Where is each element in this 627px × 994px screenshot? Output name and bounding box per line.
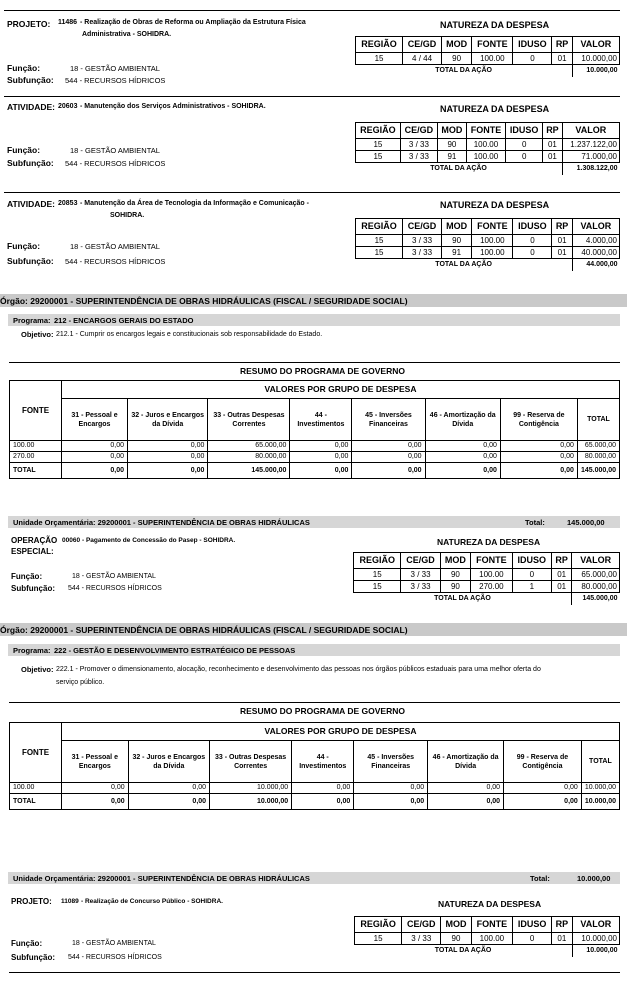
natureza-col-header: VALOR — [572, 553, 620, 569]
action-code: 20853 — [58, 200, 78, 207]
natureza-col-header: REGIÃO — [356, 37, 403, 53]
natureza-col-header: FONTE — [471, 917, 512, 933]
subfuncao-label: Subfunção: — [11, 953, 55, 962]
table-row — [354, 569, 620, 581]
table-cell: 0,00 — [128, 452, 208, 463]
action-title-cont: Administrativa - SOHIDRA. — [82, 31, 172, 38]
natureza-table — [353, 552, 620, 605]
table-cell: 80.000,00 — [577, 452, 619, 463]
unidade-total-label: Total: — [525, 518, 545, 527]
valores-grupo-header: VALORES POR GRUPO DE DESPESA — [62, 723, 620, 741]
funcao-value: 18 - GESTÃO AMBIENTAL — [70, 64, 160, 73]
table-cell: 0 — [506, 151, 543, 163]
table-row — [10, 452, 620, 463]
table-cell: 100.00 — [466, 139, 505, 151]
top-rule — [4, 10, 620, 11]
table-cell: 0 — [513, 247, 552, 259]
table-cell: 3 / 33 — [402, 933, 441, 945]
table-cell: 90 — [441, 933, 471, 945]
natureza-col-header: MOD — [441, 917, 471, 933]
resumo-col-header: TOTAL — [577, 399, 619, 441]
table-cell: 0,00 — [428, 794, 504, 810]
resumo-col-header: 46 - Amortização da Dívida — [428, 741, 504, 783]
resumo-title: RESUMO DO PROGRAMA DE GOVERNO — [240, 366, 405, 376]
operacao-label: OPERAÇÃO — [11, 536, 58, 545]
table-cell: 0,00 — [504, 783, 582, 794]
subfuncao-label: Subfunção: — [7, 158, 54, 168]
fonte-header: FONTE — [10, 723, 62, 783]
table-cell: 0,00 — [352, 463, 425, 479]
resumo-col-header: 46 - Amortização da Dívida — [425, 399, 500, 441]
resumo-col-header: 33 - Outras Despesas Correntes — [210, 741, 292, 783]
fonte-header: FONTE — [10, 381, 62, 441]
table-cell: 91 — [442, 247, 472, 259]
resumo-header-row — [10, 381, 620, 399]
natureza-col-header: RP — [552, 917, 572, 933]
natureza-header-row — [355, 917, 620, 933]
table-cell: 01 — [552, 53, 572, 65]
natureza-col-header: REGIÃO — [354, 553, 401, 569]
table-cell: 1 — [512, 581, 551, 593]
natureza-col-header: IDUSO — [512, 553, 551, 569]
table-cell: 0,00 — [128, 783, 209, 794]
funcao-value: 18 - GESTÃO AMBIENTAL — [70, 146, 160, 155]
action-title: - Manutenção dos Serviços Administrativos - SOHIDRA. — [80, 103, 266, 110]
action-code: 00060 — [62, 537, 81, 544]
action-title: - Manutenção da Área de Tecnologia da Informação e Comunicação - — [80, 200, 309, 207]
table-cell: 0,00 — [425, 441, 500, 452]
table-cell: 0,00 — [354, 783, 428, 794]
table-cell: 100.00 — [472, 53, 513, 65]
natureza-col-header: RP — [552, 37, 572, 53]
resumo-table — [9, 380, 620, 479]
table-cell: 100.00 — [10, 783, 62, 794]
table-cell: 0,00 — [290, 452, 352, 463]
natureza-table — [355, 122, 620, 175]
resumo-col-header: 31 - Pessoal e Encargos — [62, 741, 129, 783]
natureza-col-header: MOD — [440, 553, 470, 569]
table-cell: 3 / 33 — [400, 151, 437, 163]
natureza-col-header: RP — [551, 553, 572, 569]
subfuncao-label: Subfunção: — [7, 75, 54, 85]
subfuncao-value: 544 - RECURSOS HÍDRICOS — [68, 954, 162, 961]
table-cell: 10.000,00 — [572, 933, 619, 945]
natureza-col-header: MOD — [438, 123, 467, 139]
projeto-label: PROJETO: — [11, 897, 52, 906]
table-cell: 0 — [513, 933, 552, 945]
table-cell: 0,00 — [62, 783, 129, 794]
table-cell: 3 / 33 — [400, 139, 437, 151]
table-cell: 0,00 — [290, 441, 352, 452]
total-acao-label: TOTAL DA AÇÃO — [356, 65, 573, 77]
funcao-value: 18 - GESTÃO AMBIENTAL — [72, 573, 156, 580]
table-row — [10, 441, 620, 452]
atividade-label: ATIVIDADE: — [7, 102, 56, 112]
natureza-header: NATUREZA DA DESPESA — [438, 899, 542, 909]
funcao-label: Função: — [7, 63, 41, 73]
table-cell: 145.000,00 — [577, 463, 619, 479]
funcao-label: Função: — [11, 572, 43, 581]
total-acao-label: TOTAL DA AÇÃO — [354, 593, 572, 605]
table-cell: 100.00 — [471, 933, 512, 945]
unidade-total-value: 10.000,00 — [577, 874, 611, 883]
table-cell: 4 / 44 — [403, 53, 442, 65]
natureza-col-header: FONTE — [471, 553, 513, 569]
table-cell: 0,00 — [352, 441, 425, 452]
table-cell: 0 — [512, 569, 551, 581]
atividade-label: ATIVIDADE: — [7, 199, 56, 209]
resumo-total-row — [10, 463, 620, 479]
table-cell: 0,00 — [290, 463, 352, 479]
natureza-col-header: RP — [543, 123, 562, 139]
total-acao-label: TOTAL DA AÇÃO — [355, 945, 573, 957]
objetivo-value-cont: serviço público. — [56, 679, 105, 686]
resumo-col-header: 32 - Juros e Encargos da Dívida — [128, 399, 208, 441]
table-cell: 90 — [440, 569, 470, 581]
table-row — [356, 139, 620, 151]
table-row — [356, 235, 620, 247]
table-cell: 10.000,00 — [210, 794, 292, 810]
resumo-col-header: 44 - Investimentos — [292, 741, 354, 783]
table-cell: 0 — [513, 235, 552, 247]
objetivo-label: Objetivo: — [21, 330, 54, 339]
table-cell: 15 — [356, 235, 403, 247]
resumo-subheader-row — [10, 399, 620, 441]
table-cell: 270.00 — [471, 581, 513, 593]
funcao-label: Função: — [7, 241, 41, 251]
natureza-col-header: REGIÃO — [356, 219, 403, 235]
table-cell: 15 — [355, 933, 402, 945]
natureza-header-row — [356, 37, 620, 53]
table-cell: 0 — [506, 139, 543, 151]
table-cell: 15 — [354, 581, 401, 593]
table-row — [356, 247, 620, 259]
unidade-total-label: Total: — [530, 874, 550, 883]
programa-value: 222 - GESTÃO E DESENVOLVIMENTO ESTRATÉGICO DE PESSOAS — [54, 646, 296, 655]
total-row — [356, 65, 620, 77]
table-cell: 0,00 — [352, 452, 425, 463]
natureza-col-header: CE/GD — [400, 123, 437, 139]
resumo-total-label: TOTAL — [10, 794, 62, 810]
natureza-col-header: IDUSO — [513, 219, 552, 235]
table-cell: 3 / 33 — [401, 581, 440, 593]
table-cell: 01 — [551, 581, 572, 593]
resumo-total-row — [10, 794, 620, 810]
table-cell: 0,00 — [292, 783, 354, 794]
natureza-col-header: VALOR — [562, 123, 619, 139]
table-cell: 91 — [438, 151, 467, 163]
table-cell: 0,00 — [504, 794, 582, 810]
table-row — [356, 151, 620, 163]
table-cell: 15 — [356, 53, 403, 65]
total-acao-value: 1.308.122,00 — [562, 163, 619, 175]
table-cell: 0,00 — [292, 794, 354, 810]
resumo-col-header: 99 - Reserva de Contigência — [500, 399, 577, 441]
especial-label: ESPECIAL: — [11, 547, 54, 556]
natureza-col-header: RP — [552, 219, 572, 235]
resumo-header-row — [10, 723, 620, 741]
table-cell: 0,00 — [62, 452, 128, 463]
total-acao-label: TOTAL DA AÇÃO — [356, 259, 573, 271]
unidade-total-value: 145.000,00 — [567, 518, 605, 527]
unidade-label: Unidade Orçamentária: 29200001 - SUPERINTENDÊNCIA DE OBRAS HIDRÁULICAS — [13, 874, 310, 883]
table-cell: 0,00 — [425, 463, 500, 479]
table-cell: 15 — [356, 247, 403, 259]
table-cell: 90 — [440, 581, 470, 593]
total-row — [354, 593, 620, 605]
natureza-col-header: IDUSO — [506, 123, 543, 139]
table-cell: 40.000,00 — [572, 247, 619, 259]
total-row — [355, 945, 620, 957]
subfuncao-label: Subfunção: — [7, 256, 54, 266]
total-acao-value: 44.000,00 — [572, 259, 619, 271]
table-cell: 01 — [552, 247, 572, 259]
programa-value: 212 - ENCARGOS GERAIS DO ESTADO — [54, 316, 194, 325]
resumo-col-header: 45 - Inversões Financeiras — [352, 399, 425, 441]
table-cell: 100.00 — [471, 569, 513, 581]
funcao-value: 18 - GESTÃO AMBIENTAL — [72, 940, 156, 947]
table-cell: 100.00 — [472, 235, 513, 247]
action-title: - Realização de Concurso Público - SOHIDRA. — [81, 898, 223, 905]
resumo-col-header: 33 - Outras Despesas Correntes — [208, 399, 290, 441]
table-row — [355, 933, 620, 945]
natureza-col-header: FONTE — [472, 37, 513, 53]
table-cell: 15 — [356, 151, 401, 163]
table-cell: 15 — [354, 569, 401, 581]
action-code: 20603 — [58, 103, 78, 110]
resumo-col-header: 45 - Inversões Financeiras — [354, 741, 428, 783]
section-rule — [4, 96, 620, 97]
natureza-col-header: FONTE — [466, 123, 505, 139]
table-cell: 3 / 33 — [403, 247, 442, 259]
table-cell: 100.00 — [472, 247, 513, 259]
table-cell: 3 / 33 — [403, 235, 442, 247]
unidade-label: Unidade Orçamentária: 29200001 - SUPERINTENDÊNCIA DE OBRAS HIDRÁULICAS — [13, 518, 310, 527]
resumo-table — [9, 722, 620, 810]
funcao-label: Função: — [7, 145, 41, 155]
table-cell: 10.000,00 — [572, 53, 619, 65]
table-cell: 0,00 — [500, 452, 577, 463]
natureza-header: NATUREZA DA DESPESA — [440, 104, 550, 114]
table-cell: 01 — [552, 933, 572, 945]
action-code: 11089 — [61, 898, 79, 905]
resumo-col-header: 99 - Reserva de Contigência — [504, 741, 582, 783]
natureza-col-header: VALOR — [572, 917, 619, 933]
total-acao-value: 10.000,00 — [572, 65, 619, 77]
resumo-title: RESUMO DO PROGRAMA DE GOVERNO — [240, 706, 405, 716]
table-cell: 3 / 33 — [401, 569, 440, 581]
action-code: 11486 — [58, 19, 78, 26]
natureza-col-header: MOD — [442, 219, 472, 235]
table-row — [356, 53, 620, 65]
table-cell: 0,00 — [500, 463, 577, 479]
action-title: - Pagamento de Concessão do Pasep - SOHIDRA. — [82, 537, 236, 544]
subfuncao-value: 544 - RECURSOS HÍDRICOS — [65, 257, 166, 266]
natureza-table — [355, 36, 620, 77]
table-cell: 0,00 — [354, 794, 428, 810]
resumo-col-header: 32 - Juros e Encargos da Dívida — [128, 741, 209, 783]
natureza-col-header: FONTE — [472, 219, 513, 235]
table-cell: 100.00 — [10, 441, 62, 452]
table-cell: 01 — [543, 151, 562, 163]
natureza-col-header: IDUSO — [513, 37, 552, 53]
resumo-subheader-row — [10, 741, 620, 783]
table-cell: 0,00 — [62, 794, 129, 810]
table-cell: 0,00 — [425, 452, 500, 463]
natureza-col-header: CE/GD — [403, 37, 442, 53]
table-cell: 0,00 — [128, 463, 208, 479]
subfuncao-value: 544 - RECURSOS HÍDRICOS — [65, 159, 166, 168]
table-cell: 0,00 — [128, 441, 208, 452]
natureza-table — [355, 218, 620, 271]
action-title: - Realização de Obras de Reforma ou Ampliação da Estrutura Física — [80, 19, 306, 26]
natureza-table — [354, 916, 620, 957]
table-cell: 80.000,00 — [208, 452, 290, 463]
total-acao-value: 145.000,00 — [572, 593, 620, 605]
natureza-header-row — [356, 123, 620, 139]
section-rule — [4, 192, 620, 193]
total-row — [356, 163, 620, 175]
table-row — [10, 783, 620, 794]
table-cell: 0,00 — [428, 783, 504, 794]
subfuncao-value: 544 - RECURSOS HÍDRICOS — [68, 585, 162, 592]
resumo-col-header: 31 - Pessoal e Encargos — [62, 399, 128, 441]
table-cell: 0,00 — [128, 794, 209, 810]
table-cell: 270.00 — [10, 452, 62, 463]
funcao-label: Função: — [11, 939, 43, 948]
table-cell: 90 — [442, 235, 472, 247]
natureza-header: NATUREZA DA DESPESA — [440, 200, 550, 210]
table-cell: 10.000,00 — [581, 794, 619, 810]
resumo-rule — [9, 362, 620, 363]
table-cell: 80.000,00 — [572, 581, 620, 593]
table-cell: 0,00 — [500, 441, 577, 452]
table-cell: 90 — [442, 53, 472, 65]
table-cell: 65.000,00 — [208, 441, 290, 452]
table-cell: 100.00 — [466, 151, 505, 163]
table-cell: 71.000,00 — [562, 151, 619, 163]
programa-label: Programa: — [13, 646, 51, 655]
valores-grupo-header: VALORES POR GRUPO DE DESPESA — [62, 381, 620, 399]
table-cell: 0,00 — [62, 441, 128, 452]
natureza-col-header: REGIÃO — [355, 917, 402, 933]
natureza-col-header: IDUSO — [513, 917, 552, 933]
total-acao-value: 10.000,00 — [572, 945, 619, 957]
table-cell: 10.000,00 — [210, 783, 292, 794]
table-cell: 4.000,00 — [572, 235, 619, 247]
natureza-col-header: VALOR — [572, 37, 619, 53]
natureza-header-row — [354, 553, 620, 569]
natureza-col-header: VALOR — [572, 219, 619, 235]
funcao-value: 18 - GESTÃO AMBIENTAL — [70, 242, 160, 251]
bottom-rule — [9, 972, 620, 973]
objetivo-label: Objetivo: — [21, 665, 54, 674]
table-cell: 01 — [551, 569, 572, 581]
orgao-header: Órgão: 29200001 - SUPERINTENDÊNCIA DE OBRAS HIDRÁULICAS (FISCAL / SEGURIDADE SOCIAL) — [0, 296, 408, 306]
natureza-col-header: CE/GD — [403, 219, 442, 235]
natureza-header: NATUREZA DA DESPESA — [437, 537, 541, 547]
resumo-col-header: TOTAL — [581, 741, 619, 783]
natureza-header: NATUREZA DA DESPESA — [440, 20, 550, 30]
resumo-col-header: 44 - Investimentos — [290, 399, 352, 441]
subfuncao-label: Subfunção: — [11, 584, 55, 593]
table-cell: 01 — [543, 139, 562, 151]
table-cell: 1.237.122,00 — [562, 139, 619, 151]
total-row — [356, 259, 620, 271]
natureza-col-header: MOD — [442, 37, 472, 53]
natureza-col-header: CE/GD — [401, 553, 440, 569]
table-cell: 145.000,00 — [208, 463, 290, 479]
table-cell: 15 — [356, 139, 401, 151]
natureza-col-header: REGIÃO — [356, 123, 401, 139]
resumo-rule — [9, 702, 620, 703]
resumo-total-label: TOTAL — [10, 463, 62, 479]
table-cell: 65.000,00 — [577, 441, 619, 452]
projeto-label: PROJETO: — [7, 19, 51, 29]
table-cell: 0,00 — [62, 463, 128, 479]
table-cell: 0 — [513, 53, 552, 65]
table-cell: 10.000,00 — [581, 783, 619, 794]
table-cell: 90 — [438, 139, 467, 151]
objetivo-value: 212.1 - Cumprir os encargos legais e constitucionais sob responsabilidade do Estado. — [56, 331, 323, 338]
subfuncao-value: 544 - RECURSOS HÍDRICOS — [65, 76, 166, 85]
action-title-cont: SOHIDRA. — [110, 212, 145, 219]
total-acao-label: TOTAL DA AÇÃO — [356, 163, 563, 175]
programa-label: Programa: — [13, 316, 51, 325]
natureza-col-header: CE/GD — [402, 917, 441, 933]
table-cell: 65.000,00 — [572, 569, 620, 581]
natureza-header-row — [356, 219, 620, 235]
objetivo-value: 222.1 - Promover o dimensionamento, alocação, reconhecimento e desenvolvimento das pessoas nos órgãos públicos estaduais para uma melhor oferta do — [56, 666, 541, 673]
table-row — [354, 581, 620, 593]
orgao-header: Órgão: 29200001 - SUPERINTENDÊNCIA DE OBRAS HIDRÁULICAS (FISCAL / SEGURIDADE SOCIAL) — [0, 625, 408, 635]
table-cell: 01 — [552, 235, 572, 247]
